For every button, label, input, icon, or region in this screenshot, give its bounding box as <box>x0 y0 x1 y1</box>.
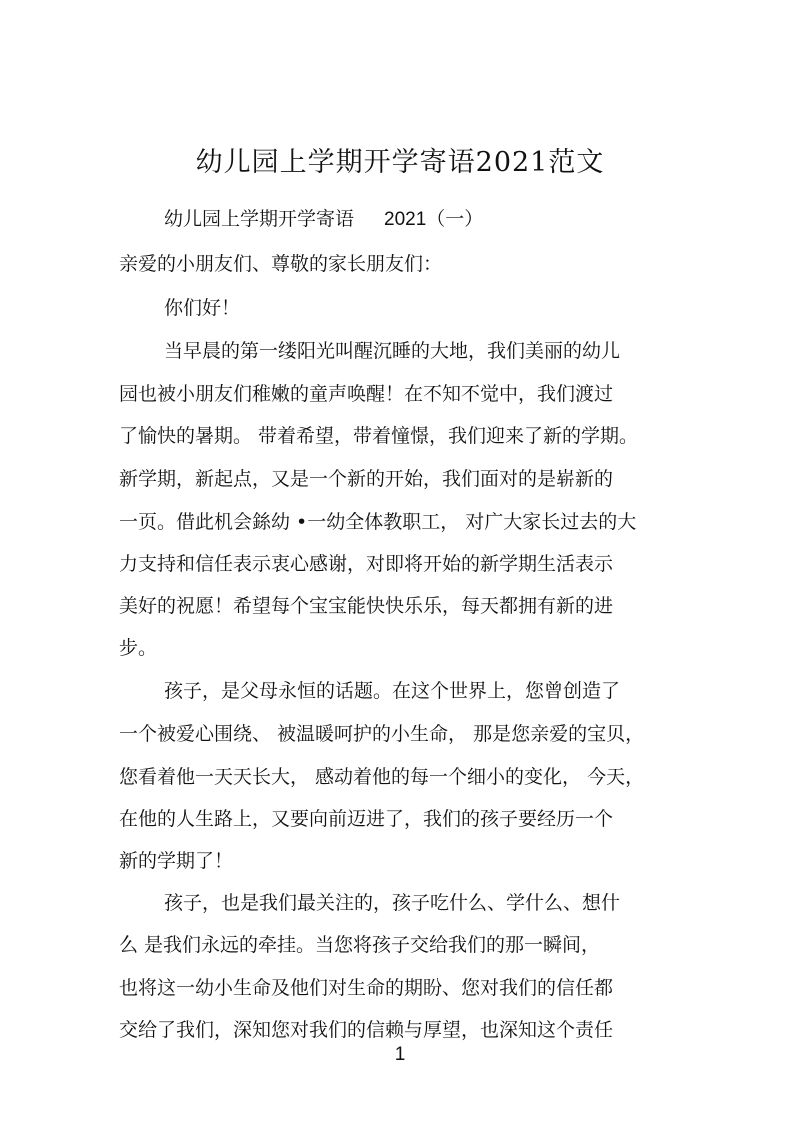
paragraph-line: 步。 <box>119 637 158 659</box>
page-number: 1 <box>394 1044 406 1065</box>
paragraph-line: 园也被小朋友们稚嫩的童声唤醒！在不知不觉中，我们渡过 <box>119 383 614 405</box>
paragraph-line: 孩子，是父母永恒的话题。在这个世界上，您曾创造了 <box>164 680 621 702</box>
paragraph-line: 力支持和信任表示衷心感谢，对即将开始的新学期生活表示 <box>119 553 614 575</box>
subtitle <box>164 207 483 232</box>
paragraph-line: 当早晨的第一缕阳光叫醒沉睡的大地，我们美丽的幼儿 <box>164 340 621 362</box>
paragraph-line: 新学期，新起点，又是一个新的开始，我们面对的是崭新的 <box>119 468 614 490</box>
paragraph-line: 了愉快的暑期。 带着希望，带着憧憬，我们迎来了新的学期。 <box>119 425 639 447</box>
paragraph-line: 一个被爱心围绕、 被温暖呵护的小生命， 那是您亲爱的宝贝， <box>119 723 645 745</box>
subtitle-text: 幼儿园上学期开学寄语 <box>164 208 355 230</box>
paragraph-line: 美好的祝愿！希望每个宝宝能快快乐乐，每天都拥有新的进 <box>119 595 614 617</box>
paragraph-line: 新的学期了！ <box>119 850 234 872</box>
greeting: 你们好！ <box>164 297 241 319</box>
paragraph-line: 也将这一幼小生命及他们对生命的期盼、您对我们的信任都 <box>119 977 614 999</box>
paragraph-line: 一页。借此机会銯幼 •一幼全体教职工， 对广大家长过去的大 <box>119 511 637 533</box>
salutation: 亲爱的小朋友们、尊敬的家长朋友们： <box>119 253 443 275</box>
paragraph-line: 么 是我们永远的牵挂。当您将孩子交给我们的那一瞬间， <box>119 934 601 956</box>
paragraph-line: 孩子，也是我们最关注的，孩子吃什么、学什么、想什 <box>164 892 621 914</box>
paragraph-line: 交给了我们，深知您对我们的信赖与厚望，也深知这个责任 <box>119 1019 614 1041</box>
document-title: 幼儿园上学期开学寄语2021范文 <box>195 147 605 178</box>
paragraph-line: 在他的人生路上，又要向前迈进了，我们的孩子要经历一个 <box>119 808 614 830</box>
subtitle-year: 2021（一） <box>384 209 484 230</box>
paragraph-line: 您看着他一天天长大， 感动着他的每一个细小的变化， 今天， <box>119 766 645 788</box>
